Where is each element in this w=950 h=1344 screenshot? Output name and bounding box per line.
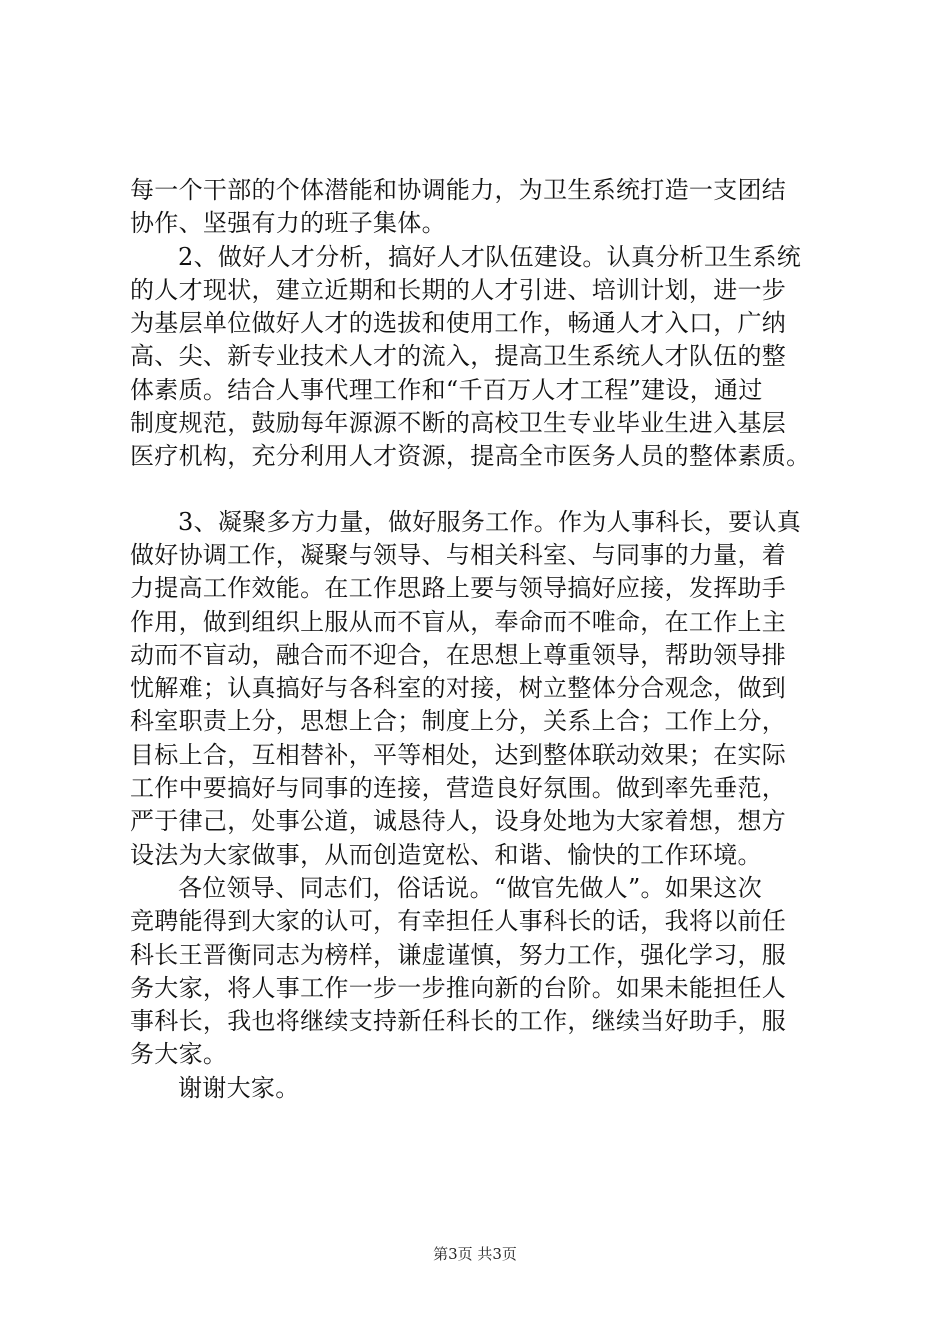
text-line: 动而不盲动，融合而不迎合，在思想上尊重领导，帮助领导排 [130, 640, 787, 669]
text-line: 作用，做到组织上服从而不盲从，奉命而不唯命，在工作上主 [130, 607, 787, 636]
text-line: 2、做好人才分析，搞好人才队伍建设。认真分析卫生系统 [178, 242, 802, 271]
paragraph-gap [130, 474, 840, 506]
text-line: 务大家。 [130, 1040, 228, 1069]
text-line: 的人才现状，建立近期和长期的人才引进、培训计划，进一步 [130, 275, 787, 304]
text-line: 力提高工作效能。在工作思路上要与领导搞好应接，发挥助手 [130, 574, 787, 603]
text-line: 目标上合，互相替补，平等相处，达到整体联动效果；在实际 [130, 740, 787, 769]
text-line: 严于律己，处事公道，诚恳待人，设身处地为大家着想，想方 [130, 807, 787, 836]
text-line: 制度规范，鼓励每年源源不断的高校卫生专业毕业生进入基层 [130, 409, 787, 438]
text-line: 事科长，我也将继续支持新任科长的工作，继续当好助手，服 [130, 1007, 787, 1036]
text-line: 科室职责上分，思想上合；制度上分，关系上合；工作上分， [130, 707, 787, 736]
document-body [130, 174, 840, 1105]
page-number-label: 第3页 共3页 [433, 1245, 517, 1263]
text-line: 科长王晋衡同志为榜样，谦虚谨慎，努力工作，强化学习，服 [130, 940, 787, 969]
text-line: 忧解难；认真搞好与各科室的对接，树立整体分合观念，做到 [130, 674, 787, 703]
text-line: 体素质。结合人事代理工作和“千百万人才工程”建设，通过 [130, 375, 763, 404]
text-line: 务大家，将人事工作一步一步推向新的台阶。如果未能担任人 [130, 973, 787, 1002]
text-line: 医疗机构，充分利用人才资源，提高全市医务人员的整体素质。 [130, 442, 811, 471]
text-line: 高、尖、新专业技术人才的流入，提高卫生系统人才队伍的整 [130, 342, 787, 371]
text-line: 竞聘能得到大家的认可，有幸担任人事科长的话，我将以前任 [130, 907, 787, 936]
text-line: 设法为大家做事，从而创造宽松、和谐、愉快的工作环境。 [130, 840, 762, 869]
text-line: 每一个干部的个体潜能和协调能力，为卫生系统打造一支团结 [130, 176, 787, 204]
text-line: 为基层单位做好人才的选拔和使用工作，畅通人才入口，广纳 [130, 309, 787, 338]
text-line: 3、凝聚多方力量，做好服务工作。作为人事科长，要认真 [178, 507, 802, 536]
text-line: 做好协调工作，凝聚与领导、与相关科室、与同事的力量，着 [130, 540, 787, 569]
page-footer [0, 1244, 950, 1264]
text-line: 各位领导、同志们，俗话说。“做官先做人”。如果这次 [178, 873, 763, 902]
text-line: 协作、坚强有力的班子集体。 [130, 209, 446, 238]
text-line: 谢谢大家。 [178, 1073, 300, 1102]
text-line: 工作中要搞好与同事的连接，营造良好氛围。做到率先垂范， [130, 774, 787, 803]
